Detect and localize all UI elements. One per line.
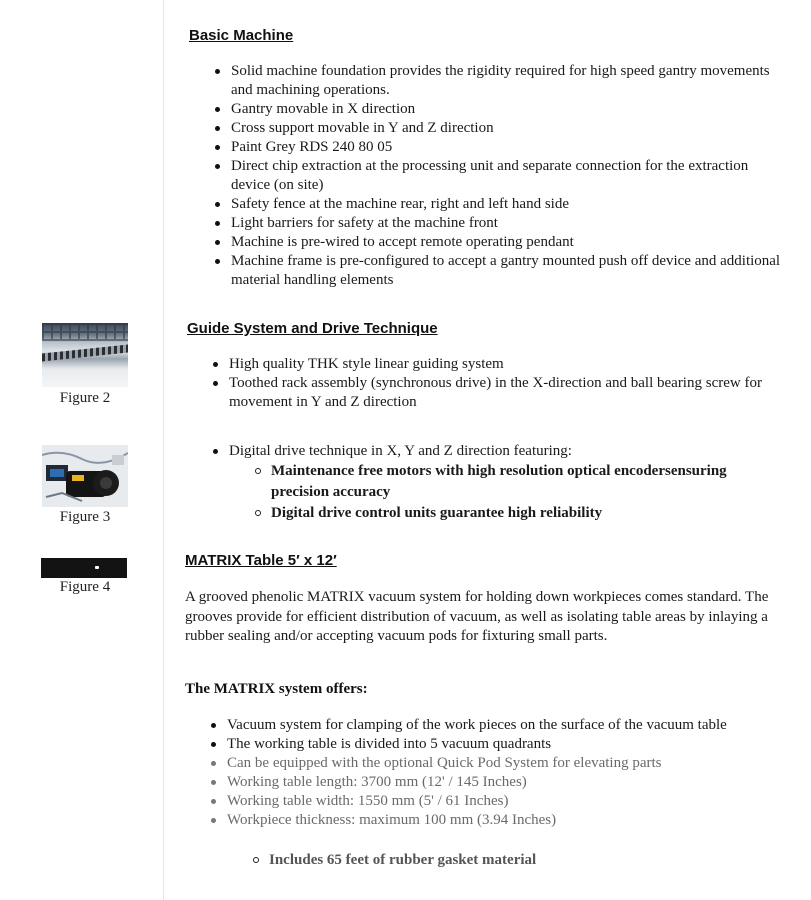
matrix-table-heading: MATRIX Table 5′ x 12′ [185, 552, 337, 569]
list-item: Vacuum system for clamping of the work pieces on the surface of the vacuum table [211, 716, 771, 735]
figure-2-caption: Figure 2 [59, 390, 111, 406]
list-item: Working table width: 1550 mm (5' / 61 Inches) [211, 792, 771, 811]
list-item: Can be equipped with the optional Quick Pod System for elevating parts [211, 754, 771, 773]
list-item: Machine frame is pre-configured to accept a gantry mounted push off device and additional material handling elements [215, 252, 785, 290]
list-item: Cross support movable in Y and Z direction [215, 119, 785, 138]
basic-machine-list [215, 62, 785, 290]
list-item: High quality THK style linear guiding system [213, 355, 773, 374]
list-item: Paint Grey RDS 240 80 05 [215, 138, 785, 157]
matrix-offers-list [211, 716, 771, 830]
list-item: The working table is divided into 5 vacuum quadrants [211, 735, 771, 754]
list-item: Safety fence at the machine rear, right and left hand side [215, 195, 785, 214]
margin-rule [163, 0, 164, 900]
digital-drive-list [213, 442, 773, 461]
list-item: Workpiece thickness: maximum 100 mm (3.94 Inches) [211, 811, 771, 830]
list-item: Includes 65 feet of rubber gasket material [253, 850, 773, 871]
list-item: Gantry movable in X direction [215, 100, 785, 119]
matrix-sub-list [253, 850, 773, 871]
matrix-offers-title: The MATRIX system offers: [185, 681, 368, 697]
list-item: Toothed rack assembly (synchronous drive) in the X-direction and ball bearing screw for movement in Y and Z direction [213, 374, 773, 412]
list-item: Working table length: 3700 mm (12' / 145 Inches) [211, 773, 771, 792]
list-item: Direct chip extraction at the processing unit and separate connection for the extraction device (on site) [215, 157, 785, 195]
digital-drive-sub-list [255, 461, 785, 524]
list-item: Maintenance free motors with high resolution optical encodersensuring precision accuracy [255, 461, 785, 503]
figure-4-caption: Figure 4 [59, 579, 111, 595]
figure-3-caption: Figure 3 [59, 509, 111, 525]
list-item: Digital drive control units guarantee high reliability [255, 503, 785, 524]
list-item: Digital drive technique in X, Y and Z direction featuring: [213, 442, 773, 461]
guide-system-heading: Guide System and Drive Technique [187, 320, 438, 337]
figure-4-image [41, 558, 127, 578]
guide-system-list [213, 355, 773, 412]
list-item: Light barriers for safety at the machine front [215, 214, 785, 233]
matrix-paragraph: A grooved phenolic MATRIX vacuum system for holding down workpieces comes standard. The grooves provide for efficient distribution of vacuum, as well as isolating table areas by inlaying a rubber sealing and/or accepting vacuum pods for fixturing small parts. [185, 589, 769, 644]
list-item: Machine is pre-wired to accept remote operating pendant [215, 233, 785, 252]
figure-3-image [42, 445, 128, 507]
list-item: Solid machine foundation provides the rigidity required for high speed gantry movements and machining operations. [215, 62, 785, 100]
basic-machine-heading: Basic Machine [189, 27, 294, 44]
figure-2-image [42, 323, 128, 387]
